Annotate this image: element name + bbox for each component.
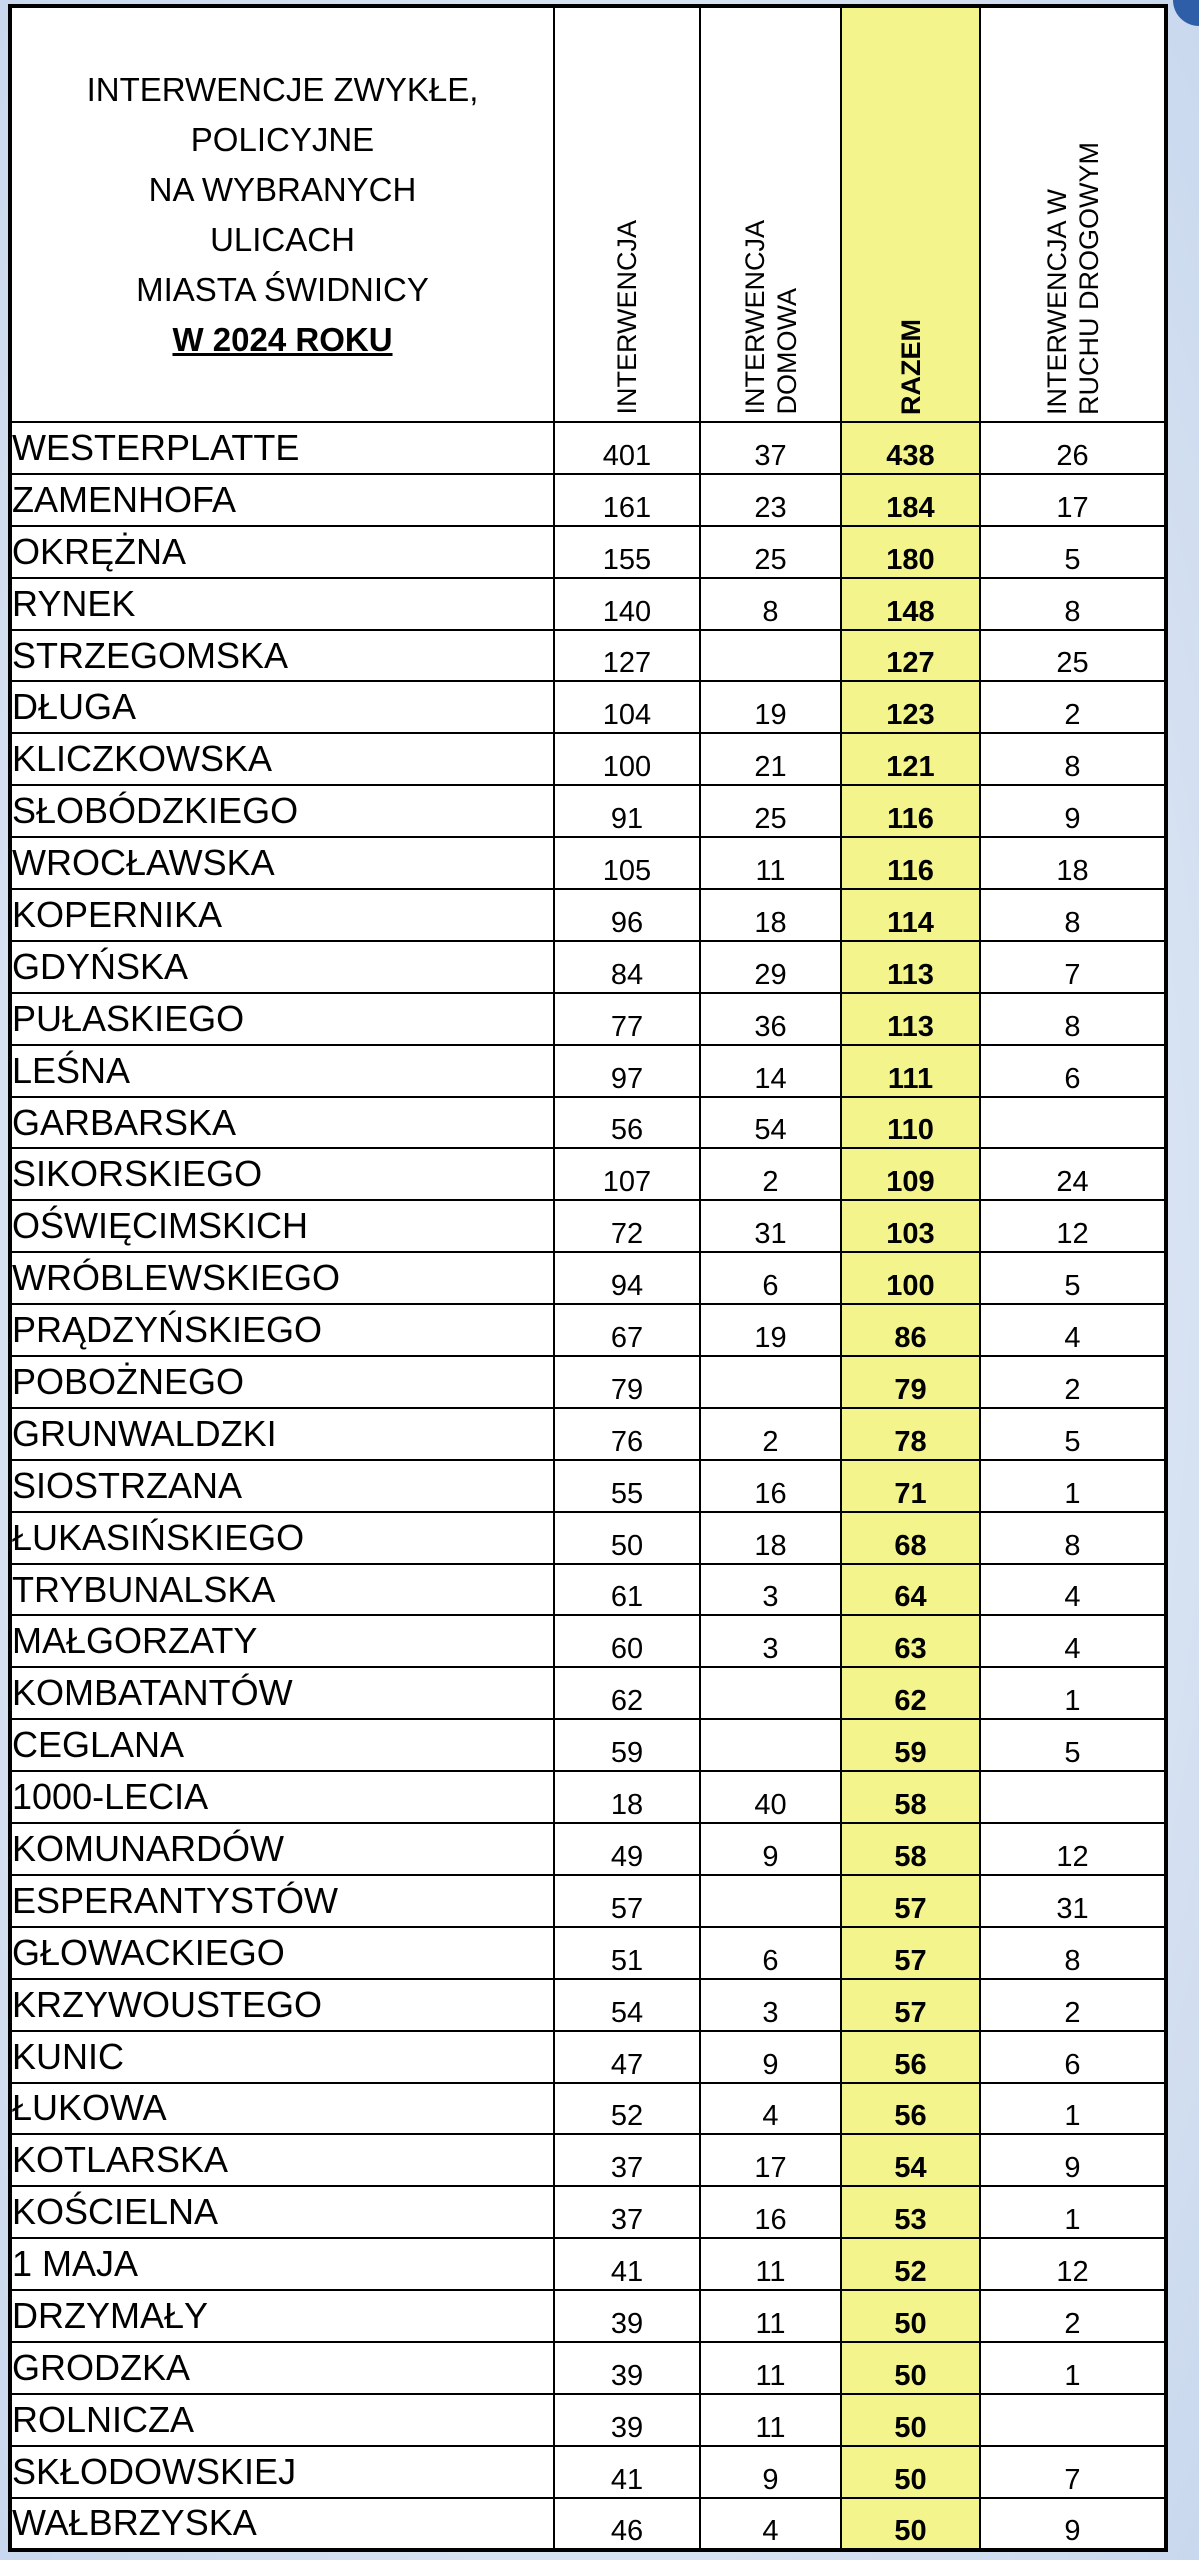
domowa-cell: 37 [700,422,841,474]
ruch-drogowy-cell: 26 [980,422,1166,474]
table-body [10,422,1166,2550]
col-header-text [1041,134,1105,421]
table-row [10,1719,1166,1771]
title-line: NA WYBRANYCH [148,170,417,208]
ruch-drogowy-cell: 6 [980,1045,1166,1097]
ruch-drogowy-cell: 8 [980,1512,1166,1564]
interwencja-cell: 54 [554,1979,700,2031]
interwencja-cell: 127 [554,630,700,682]
table-row [10,422,1166,474]
interwencja-cell: 91 [554,785,700,837]
street-name-cell: GDYŃSKA [10,941,554,993]
street-name-cell: STRZEGOMSKA [10,630,554,682]
domowa-cell: 16 [700,2186,841,2238]
interwencja-cell: 18 [554,1771,700,1823]
table-row [10,2083,1166,2135]
table-row [10,2498,1166,2550]
domowa-cell: 9 [700,2446,841,2498]
domowa-cell: 3 [700,1615,841,1667]
razem-cell: 50 [841,2290,980,2342]
interwencja-cell: 49 [554,1823,700,1875]
ruch-drogowy-cell [980,2394,1166,2446]
domowa-cell: 3 [700,1979,841,2031]
ruch-drogowy-cell: 8 [980,993,1166,1045]
razem-cell: 123 [841,681,980,733]
table-row [10,733,1166,785]
table-row [10,526,1166,578]
domowa-cell: 6 [700,1927,841,1979]
interwencja-cell: 140 [554,578,700,630]
table-row [10,2134,1166,2186]
domowa-cell [700,1719,841,1771]
street-name-cell: LEŚNA [10,1045,554,1097]
street-name-cell: 1000-LECIA [10,1771,554,1823]
table-row [10,1512,1166,1564]
col-header-line: RUCHU DROGOWYM [1073,142,1104,415]
street-name-cell: ŁUKOWA [10,2083,554,2135]
interwencja-cell: 62 [554,1667,700,1719]
ruch-drogowy-cell: 8 [980,578,1166,630]
razem-cell: 56 [841,2083,980,2135]
domowa-cell: 19 [700,681,841,733]
col-header-domowa [700,6,841,422]
title-year: W 2024 ROKU [172,320,393,358]
interwencja-cell: 72 [554,1200,700,1252]
domowa-cell: 11 [700,2342,841,2394]
ruch-drogowy-cell: 12 [980,1823,1166,1875]
table-row [10,1356,1166,1408]
domowa-cell: 18 [700,1512,841,1564]
ruch-drogowy-cell [980,1097,1166,1149]
ruch-drogowy-cell: 8 [980,889,1166,941]
ruch-drogowy-cell: 5 [980,1408,1166,1460]
street-name-cell: 1 MAJA [10,2238,554,2290]
street-name-cell: ROLNICZA [10,2394,554,2446]
razem-cell: 62 [841,1667,980,1719]
street-name-cell: KOPERNIKA [10,889,554,941]
table-row [10,630,1166,682]
razem-cell: 54 [841,2134,980,2186]
ruch-drogowy-cell: 17 [980,474,1166,526]
razem-cell: 100 [841,1252,980,1304]
razem-cell: 50 [841,2498,980,2550]
col-header-text [611,212,643,421]
interwencja-cell: 401 [554,422,700,474]
col-header-line: INTERWENCJA [612,220,642,415]
ruch-drogowy-cell: 31 [980,1875,1166,1927]
interwencja-cell: 84 [554,941,700,993]
street-name-cell: WRÓBLEWSKIEGO [10,1252,554,1304]
corner-decoration [1173,0,1199,26]
ruch-drogowy-cell: 2 [980,1356,1166,1408]
table-row [10,1927,1166,1979]
table-row [10,1979,1166,2031]
domowa-cell: 23 [700,474,841,526]
ruch-drogowy-cell: 24 [980,1148,1166,1200]
table-row [10,1200,1166,1252]
domowa-cell [700,1667,841,1719]
interwencja-cell: 57 [554,1875,700,1927]
table-row [10,1460,1166,1512]
table-row [10,1615,1166,1667]
street-name-cell: ŁUKASIŃSKIEGO [10,1512,554,1564]
interwencja-cell: 56 [554,1097,700,1149]
street-name-cell: PRĄDZYŃSKIEGO [10,1304,554,1356]
razem-cell: 110 [841,1097,980,1149]
domowa-cell [700,1356,841,1408]
ruch-drogowy-cell: 1 [980,1667,1166,1719]
ruch-drogowy-cell: 8 [980,1927,1166,1979]
street-name-cell: KOŚCIELNA [10,2186,554,2238]
ruch-drogowy-cell: 12 [980,2238,1166,2290]
table-row [10,1875,1166,1927]
ruch-drogowy-cell: 5 [980,1719,1166,1771]
interwencja-cell: 51 [554,1927,700,1979]
street-name-cell: KOMUNARDÓW [10,1823,554,1875]
table-row [10,785,1166,837]
razem-cell: 114 [841,889,980,941]
razem-cell: 116 [841,785,980,837]
ruch-drogowy-cell: 9 [980,2498,1166,2550]
interwencja-cell: 161 [554,474,700,526]
title-line: INTERWENCJE ZWYKŁE, [86,70,479,108]
interwencja-cell: 39 [554,2394,700,2446]
domowa-cell: 9 [700,2031,841,2083]
razem-cell: 121 [841,733,980,785]
table-row [10,1045,1166,1097]
razem-cell: 113 [841,941,980,993]
razem-cell: 64 [841,1564,980,1616]
table-row [10,2238,1166,2290]
table-row [10,1304,1166,1356]
interwencja-cell: 52 [554,2083,700,2135]
domowa-cell: 4 [700,2498,841,2550]
street-name-cell: PUŁASKIEGO [10,993,554,1045]
domowa-cell: 11 [700,2290,841,2342]
razem-cell: 50 [841,2394,980,2446]
table-row [10,1252,1166,1304]
razem-cell: 180 [841,526,980,578]
domowa-cell: 4 [700,2083,841,2135]
interwencja-cell: 61 [554,1564,700,1616]
razem-cell: 58 [841,1771,980,1823]
interwencja-cell: 59 [554,1719,700,1771]
title-line: POLICYJNE [190,120,375,158]
razem-cell: 103 [841,1200,980,1252]
domowa-cell: 54 [700,1097,841,1149]
table-row [10,837,1166,889]
col-header-line: DOMOWA [771,288,802,415]
domowa-cell: 31 [700,1200,841,1252]
razem-cell: 53 [841,2186,980,2238]
domowa-cell: 36 [700,993,841,1045]
ruch-drogowy-cell: 2 [980,2290,1166,2342]
ruch-drogowy-cell: 4 [980,1564,1166,1616]
interwencja-cell: 100 [554,733,700,785]
table-row [10,578,1166,630]
interwencja-cell: 107 [554,1148,700,1200]
razem-cell: 50 [841,2446,980,2498]
street-name-cell: DŁUGA [10,681,554,733]
interventions-table [8,4,1168,2552]
domowa-cell: 21 [700,733,841,785]
ruch-drogowy-cell: 2 [980,1979,1166,2031]
domowa-cell: 40 [700,1771,841,1823]
street-name-cell: WROCŁAWSKA [10,837,554,889]
table-row [10,2446,1166,2498]
table-row [10,2394,1166,2446]
interwencja-cell: 60 [554,1615,700,1667]
street-name-cell: SIOSTRZANA [10,1460,554,1512]
street-name-cell: GRUNWALDZKI [10,1408,554,1460]
ruch-drogowy-cell: 7 [980,2446,1166,2498]
razem-cell: 116 [841,837,980,889]
domowa-cell: 9 [700,1823,841,1875]
domowa-cell: 11 [700,2238,841,2290]
razem-cell: 58 [841,1823,980,1875]
domowa-cell: 2 [700,1408,841,1460]
street-name-cell: KRZYWOUSTEGO [10,1979,554,2031]
interwencja-cell: 104 [554,681,700,733]
street-name-cell: RYNEK [10,578,554,630]
street-name-cell: SKŁODOWSKIEJ [10,2446,554,2498]
street-name-cell: KUNIC [10,2031,554,2083]
header-row [10,6,1166,422]
domowa-cell: 11 [700,2394,841,2446]
domowa-cell: 14 [700,1045,841,1097]
domowa-cell [700,630,841,682]
col-header-ruch-drogowy [980,6,1166,422]
razem-cell: 68 [841,1512,980,1564]
col-header-text [739,212,803,421]
ruch-drogowy-cell: 7 [980,941,1166,993]
interwencja-cell: 41 [554,2238,700,2290]
street-name-cell: KOTLARSKA [10,2134,554,2186]
col-header-interwencja [554,6,700,422]
street-name-cell: CEGLANA [10,1719,554,1771]
interwencja-cell: 37 [554,2134,700,2186]
street-name-cell: DRZYMAŁY [10,2290,554,2342]
razem-cell: 79 [841,1356,980,1408]
col-header-text [895,311,927,421]
interwencja-cell: 155 [554,526,700,578]
razem-cell: 57 [841,1927,980,1979]
razem-cell: 50 [841,2342,980,2394]
interwencja-cell: 94 [554,1252,700,1304]
razem-cell: 71 [841,1460,980,1512]
ruch-drogowy-cell: 1 [980,2186,1166,2238]
table-row [10,2342,1166,2394]
street-name-cell: GRODZKA [10,2342,554,2394]
table-row [10,1823,1166,1875]
razem-cell: 148 [841,578,980,630]
table-row [10,1097,1166,1149]
ruch-drogowy-cell: 2 [980,681,1166,733]
razem-cell: 52 [841,2238,980,2290]
razem-cell: 56 [841,2031,980,2083]
domowa-cell: 8 [700,578,841,630]
interwencja-cell: 79 [554,1356,700,1408]
interwencja-cell: 46 [554,2498,700,2550]
razem-cell: 57 [841,1875,980,1927]
ruch-drogowy-cell: 1 [980,2083,1166,2135]
razem-cell: 57 [841,1979,980,2031]
col-header-razem [841,6,980,422]
table-row [10,1771,1166,1823]
ruch-drogowy-cell: 12 [980,1200,1166,1252]
ruch-drogowy-cell: 4 [980,1615,1166,1667]
street-name-cell: ESPERANTYSTÓW [10,1875,554,1927]
ruch-drogowy-cell: 4 [980,1304,1166,1356]
domowa-cell [700,1875,841,1927]
ruch-drogowy-cell: 1 [980,1460,1166,1512]
table-row [10,1667,1166,1719]
razem-cell: 109 [841,1148,980,1200]
title-line: ULICACH [210,220,355,258]
title-line: MIASTA ŚWIDNICY [136,270,429,308]
razem-cell: 59 [841,1719,980,1771]
interwencja-cell: 76 [554,1408,700,1460]
domowa-cell: 3 [700,1564,841,1616]
ruch-drogowy-cell: 8 [980,733,1166,785]
col-header-line: INTERWENCJA W [1041,188,1072,415]
razem-cell: 113 [841,993,980,1045]
ruch-drogowy-cell: 9 [980,2134,1166,2186]
interwencja-cell: 77 [554,993,700,1045]
table-row [10,1564,1166,1616]
domowa-cell: 18 [700,889,841,941]
table-row [10,2186,1166,2238]
domowa-cell: 25 [700,526,841,578]
table-row [10,1148,1166,1200]
domowa-cell: 6 [700,1252,841,1304]
interwencja-cell: 97 [554,1045,700,1097]
razem-cell: 111 [841,1045,980,1097]
razem-cell: 63 [841,1615,980,1667]
table-row [10,889,1166,941]
street-name-cell: GŁOWACKIEGO [10,1927,554,1979]
ruch-drogowy-cell: 5 [980,526,1166,578]
table-title [10,6,554,422]
table-row [10,2290,1166,2342]
razem-cell: 127 [841,630,980,682]
table-row [10,2031,1166,2083]
col-header-line: RAZEM [895,319,926,415]
street-name-cell: ZAMENHOFA [10,474,554,526]
street-name-cell: TRYBUNALSKA [10,1564,554,1616]
ruch-drogowy-cell [980,1771,1166,1823]
interwencja-cell: 55 [554,1460,700,1512]
domowa-cell: 11 [700,837,841,889]
razem-cell: 438 [841,422,980,474]
col-header-line: INTERWENCJA [739,220,770,415]
interwencja-cell: 105 [554,837,700,889]
interwencja-cell: 50 [554,1512,700,1564]
street-name-cell: SŁOBÓDZKIEGO [10,785,554,837]
table-row [10,993,1166,1045]
interwencja-cell: 47 [554,2031,700,2083]
street-name-cell: OŚWIĘCIMSKICH [10,1200,554,1252]
table-row [10,941,1166,993]
table-row [10,474,1166,526]
street-name-cell: MAŁGORZATY [10,1615,554,1667]
interwencja-cell: 39 [554,2342,700,2394]
domowa-cell: 25 [700,785,841,837]
interwencja-cell: 67 [554,1304,700,1356]
street-name-cell: OKRĘŻNA [10,526,554,578]
ruch-drogowy-cell: 25 [980,630,1166,682]
interwencja-cell: 41 [554,2446,700,2498]
street-name-cell: WAŁBRZYSKA [10,2498,554,2550]
domowa-cell: 19 [700,1304,841,1356]
street-name-cell: GARBARSKA [10,1097,554,1149]
ruch-drogowy-cell: 18 [980,837,1166,889]
ruch-drogowy-cell: 6 [980,2031,1166,2083]
ruch-drogowy-cell: 1 [980,2342,1166,2394]
domowa-cell: 17 [700,2134,841,2186]
razem-cell: 78 [841,1408,980,1460]
street-name-cell: WESTERPLATTE [10,422,554,474]
table-row [10,1408,1166,1460]
ruch-drogowy-cell: 9 [980,785,1166,837]
table-row [10,681,1166,733]
street-name-cell: SIKORSKIEGO [10,1148,554,1200]
razem-cell: 86 [841,1304,980,1356]
domowa-cell: 16 [700,1460,841,1512]
ruch-drogowy-cell: 5 [980,1252,1166,1304]
domowa-cell: 2 [700,1148,841,1200]
street-name-cell: KOMBATANTÓW [10,1667,554,1719]
domowa-cell: 29 [700,941,841,993]
street-name-cell: POBOŻNEGO [10,1356,554,1408]
interwencja-cell: 37 [554,2186,700,2238]
interwencja-cell: 39 [554,2290,700,2342]
razem-cell: 184 [841,474,980,526]
interwencja-cell: 96 [554,889,700,941]
street-name-cell: KLICZKOWSKA [10,733,554,785]
